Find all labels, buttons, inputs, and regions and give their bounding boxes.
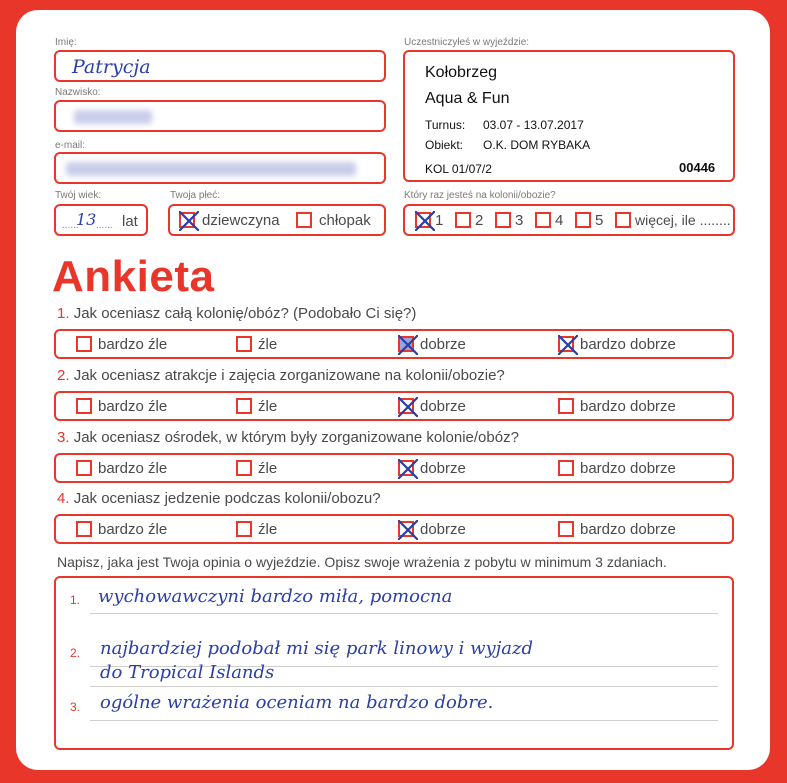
question-number: 1. <box>57 305 70 322</box>
rating-option-label: bardzo źle <box>98 336 168 353</box>
gender-option-boy: chłopak <box>319 212 371 229</box>
rating-checkbox[interactable] <box>398 521 414 537</box>
page-title: Ankieta <box>52 252 215 301</box>
question-label: Jak oceniasz całą kolonię/obóz? (Podobało Ci się?) <box>73 305 417 322</box>
rating-checkbox[interactable] <box>236 398 252 414</box>
opinion-line-number: 3. <box>70 700 81 714</box>
email-field[interactable] <box>54 152 386 184</box>
gender-option-girl: dziewczyna <box>202 212 280 229</box>
email-redacted <box>66 162 356 176</box>
rating-checkbox[interactable] <box>558 521 574 537</box>
name-field[interactable] <box>54 50 386 82</box>
question-4-text <box>57 490 381 507</box>
rating-checkbox[interactable] <box>236 336 252 352</box>
question-number: 4. <box>57 490 70 507</box>
name-value: Patrycja <box>72 56 151 78</box>
rating-checkbox[interactable] <box>236 460 252 476</box>
age-field[interactable] <box>54 204 148 236</box>
times-option-2: 2 <box>475 212 484 229</box>
age-dots-left: ...... <box>62 220 79 231</box>
times-checkbox-4[interactable] <box>535 212 551 228</box>
opinion-line-1: wychowawczyni bardzo miła, pomocna <box>98 586 453 607</box>
rating-option-label: bardzo dobrze <box>580 336 676 353</box>
question-2-text <box>57 367 505 384</box>
gender-checkbox-girl[interactable] <box>179 212 195 228</box>
question-label: Jak oceniasz jedzenie podczas kolonii/obozu? <box>73 490 381 507</box>
question-number: 2. <box>57 367 70 384</box>
rating-checkbox[interactable] <box>76 460 92 476</box>
opinion-line-2-cont: do Tropical Islands <box>100 662 275 683</box>
trip-program: Aqua & Fun <box>425 90 510 107</box>
rating-option-label: bardzo źle <box>98 521 168 538</box>
rating-checkbox[interactable] <box>398 460 414 476</box>
rating-option-label: źle <box>258 398 278 415</box>
obiekt-label: Obiekt: <box>425 138 464 152</box>
rating-option-label: bardzo źle <box>98 398 168 415</box>
rating-checkbox[interactable] <box>558 398 574 414</box>
trip-info-box <box>403 50 735 182</box>
rating-option-label: dobrze <box>420 398 466 415</box>
rating-checkbox[interactable] <box>558 460 574 476</box>
obiekt-value: O.K. DOM RYBAKA <box>483 138 591 152</box>
turnus-label: Turnus: <box>425 118 466 132</box>
times-option-3: 3 <box>515 212 524 229</box>
times-checkbox-5[interactable] <box>575 212 591 228</box>
rating-checkbox[interactable] <box>558 336 574 352</box>
rating-option-label: bardzo dobrze <box>580 460 676 477</box>
rating-option-label: bardzo dobrze <box>580 398 676 415</box>
which-time-label: Który raz jesteś na kolonii/obozie? <box>404 190 556 201</box>
rating-option-label: źle <box>258 336 278 353</box>
which-time-field <box>403 204 735 236</box>
opinion-prompt: Napisz, jaka jest Twoja opinia o wyjeździe. Opisz swoje wrażenia z pobytu w minimum 3 zdaniach. <box>57 554 667 570</box>
question-3-text <box>57 429 519 446</box>
opinion-line-number: 2. <box>70 646 81 660</box>
trip-number: 00446 <box>679 160 716 175</box>
question-4-options <box>54 514 734 544</box>
times-option-more: więcej, ile ........ <box>635 212 731 228</box>
times-checkbox-1[interactable] <box>415 212 431 228</box>
question-label: Jak oceniasz ośrodek, w którym były zorganizowane kolonie/obóz? <box>73 429 519 446</box>
email-label: e-mail: <box>55 140 86 151</box>
ruled-line <box>90 686 718 687</box>
rating-checkbox[interactable] <box>398 398 414 414</box>
opinion-line-3: ogólne wrażenia oceniam na bardzo dobre. <box>100 692 494 713</box>
times-checkbox-3[interactable] <box>495 212 511 228</box>
age-label: Twój wiek: <box>55 190 102 201</box>
surname-redacted <box>74 110 152 124</box>
ruled-line <box>90 613 718 614</box>
question-2-options <box>54 391 734 421</box>
rating-checkbox[interactable] <box>76 336 92 352</box>
rating-option-label: dobrze <box>420 336 466 353</box>
gender-checkbox-boy[interactable] <box>296 212 312 228</box>
name-label: Imię: <box>55 37 77 48</box>
times-checkbox-more[interactable] <box>615 212 631 228</box>
times-option-4: 4 <box>555 212 564 229</box>
rating-checkbox[interactable] <box>398 336 414 352</box>
surname-field[interactable] <box>54 100 386 132</box>
trip-code: KOL 01/07/2 <box>425 162 492 176</box>
rating-option-label: źle <box>258 521 278 538</box>
age-value: 13 <box>76 210 97 229</box>
opinion-line-number: 1. <box>70 593 81 607</box>
trip-city: Kołobrzeg <box>425 64 498 81</box>
rating-option-label: dobrze <box>420 460 466 477</box>
age-unit: lat <box>122 213 138 230</box>
question-number: 3. <box>57 429 70 446</box>
rating-checkbox[interactable] <box>76 398 92 414</box>
times-option-1: 1 <box>435 212 444 229</box>
rating-option-label: bardzo dobrze <box>580 521 676 538</box>
rating-checkbox[interactable] <box>236 521 252 537</box>
times-option-5: 5 <box>595 212 604 229</box>
surname-label: Nazwisko: <box>55 87 101 98</box>
rating-option-label: bardzo źle <box>98 460 168 477</box>
opinion-line-2: najbardziej podobał mi się park linowy i wyjazd <box>100 638 534 659</box>
question-1-options <box>54 329 734 359</box>
rating-option-label: źle <box>258 460 278 477</box>
ruled-line <box>90 720 718 721</box>
rating-option-label: dobrze <box>420 521 466 538</box>
question-3-options <box>54 453 734 483</box>
rating-checkbox[interactable] <box>76 521 92 537</box>
age-dots-right: ...... <box>96 220 113 231</box>
gender-label: Twoja płeć: <box>170 190 221 201</box>
times-checkbox-2[interactable] <box>455 212 471 228</box>
participated-label: Uczestniczyłeś w wyjeździe: <box>404 37 530 48</box>
question-1-text <box>57 305 416 322</box>
gender-field <box>168 204 386 236</box>
question-label: Jak oceniasz atrakcje i zajęcia zorganizowane na kolonii/obozie? <box>73 367 505 384</box>
turnus-value: 03.07 - 13.07.2017 <box>483 118 584 132</box>
